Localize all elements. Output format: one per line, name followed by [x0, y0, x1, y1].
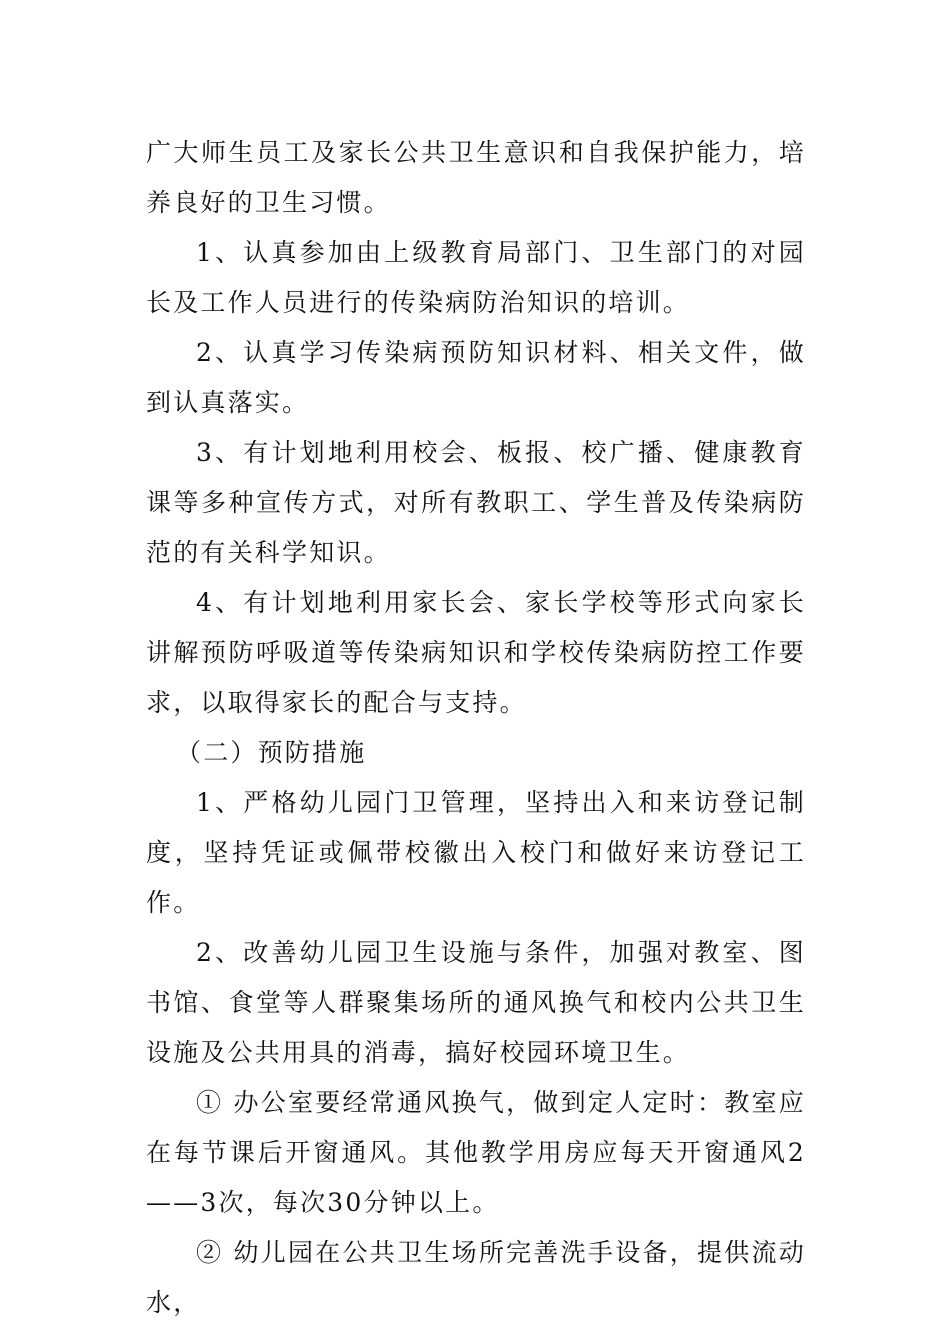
- paragraph-intro-continuation: 广大师生员工及家长公共卫生意识和自我保护能力，培养良好的卫生习惯。: [146, 138, 806, 217]
- paragraph-subitem-1-ventilation: ① 办公室要经常通风换气，做到定人定时：教室应在每节课后开窗通风。其他教学用房应每天开窗通风2——3次，每次30分钟以上。: [146, 1088, 806, 1217]
- paragraph-prevention-1-gate: 1、严格幼儿园门卫管理，坚持出入和来访登记制度，坚持凭证或佩带校徽出入校门和做好来访登记工作。: [146, 788, 806, 917]
- paragraph-prevention-2-facilities: 2、改善幼儿园卫生设施与条件，加强对教室、图书馆、食堂等人群聚集场所的通风换气和校内公共卫生设施及公共用具的消毒，搞好校园环境卫生。: [146, 938, 806, 1067]
- paragraph-item-2-study: 2、认真学习传染病预防知识材料、相关文件，做到认真落实。: [146, 338, 806, 417]
- paragraph-item-4-parents: 4、有计划地利用家长会、家长学校等形式向家长讲解预防呼吸道等传染病知识和学校传染病防控工作要求，以取得家长的配合与支持。: [146, 588, 806, 717]
- paragraph-item-3-publicity: 3、有计划地利用校会、板报、校广播、健康教育课等多种宣传方式，对所有教职工、学生普及传染病防范的有关科学知识。: [146, 438, 806, 567]
- paragraph-item-1-training: 1、认真参加由上级教育局部门、卫生部门的对园长及工作人员进行的传染病防治知识的培训。: [146, 238, 806, 317]
- paragraph-subitem-2-handwashing: ② 幼儿园在公共卫生场所完善洗手设备，提供流动水，: [146, 1238, 806, 1317]
- section-heading-prevention: （二）预防措施: [176, 738, 367, 767]
- document-body: [146, 128, 806, 1328]
